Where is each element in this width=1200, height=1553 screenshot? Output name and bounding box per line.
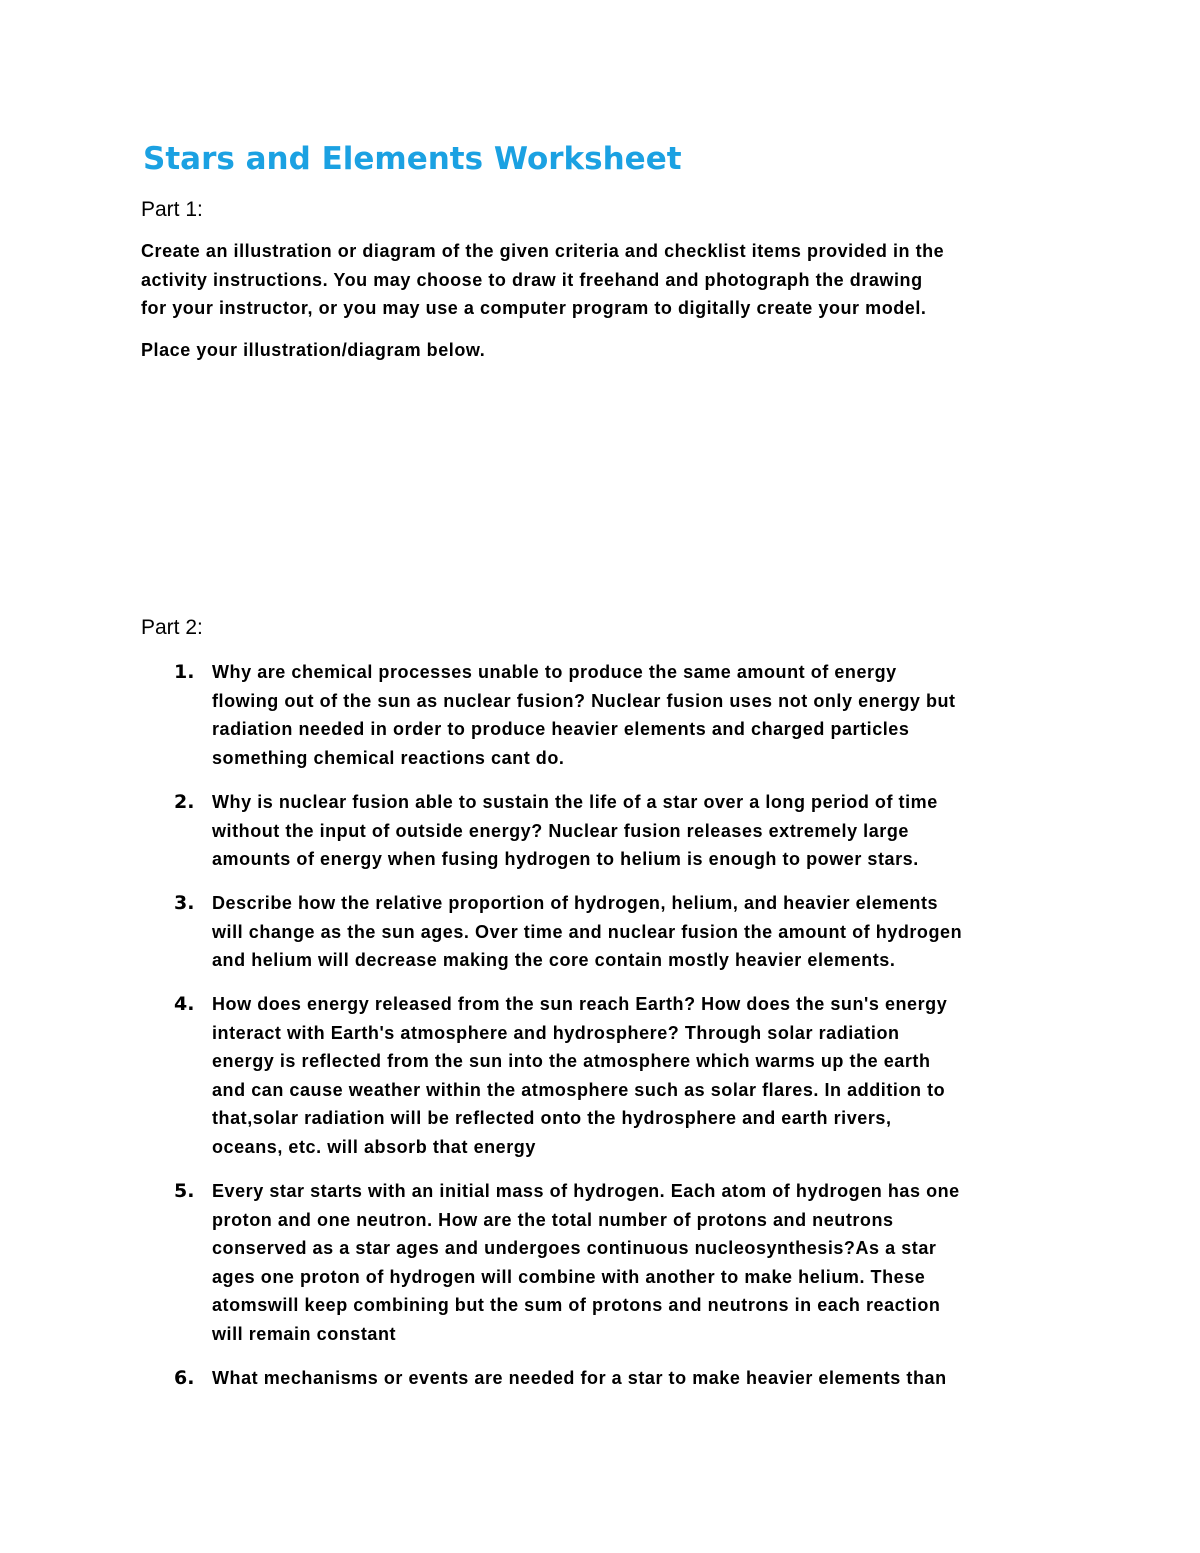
- question-number: 6.: [174, 1367, 195, 1389]
- question-number: 4.: [174, 993, 195, 1015]
- question-number: 2.: [174, 791, 195, 813]
- part1-heading: Part 1:: [141, 198, 203, 221]
- question-text: Why is nuclear fusion able to sustain the life of a star over a long period of time without the input of outside energy? Nuclear fusion releases extremely large amounts of energy when fusing hydrogen to helium is enough to power stars.: [212, 792, 938, 870]
- question-number: 5.: [174, 1180, 195, 1202]
- question-text: Why are chemical processes unable to produce the same amount of energy flowing out of the sun as nuclear fusion? Nuclear fusion uses not only energy but radiation needed in order to produce heavier elements and charged particles something chemical reactions cant do.: [212, 662, 956, 768]
- part1-diagram-placeholder: Place your illustration/diagram below.: [141, 340, 486, 360]
- question-text: Describe how the relative proportion of hydrogen, helium, and heavier elements will change as the sun ages. Over time and nuclear fusion the amount of hydrogen and helium will decrease making the core contain mostly heavier elements.: [212, 893, 963, 971]
- question-text: What mechanisms or events are needed for a star to make heavier elements than: [212, 1368, 947, 1388]
- document-title: Stars and Elements Worksheet: [143, 141, 682, 177]
- question-text: Every star starts with an initial mass of hydrogen. Each atom of hydrogen has one proton and one neutron. How are the total number of protons and neutrons conserved as a star ages and undergoes continuous nucleosynthesis?As a star ages one proton of hydrogen will combine with another to make helium. These atomswill keep combining but the sum of protons and neutrons in each reaction will remain constant: [212, 1181, 960, 1344]
- part1-instructions: Create an illustration or diagram of the given criteria and checklist items provided in the activity instructions. You may choose to draw it freehand and photograph the drawing for your instructor, or you may use a computer program to digitally create your model.: [141, 241, 945, 319]
- question-number: 3.: [174, 892, 195, 914]
- question-number: 1.: [174, 661, 195, 683]
- part2-heading: Part 2:: [141, 616, 203, 639]
- question-text: How does energy released from the sun reach Earth? How does the sun's energy interact with Earth's atmosphere and hydrosphere? Through solar radiation energy is reflected from the sun into the atmosphere which warms up the earth and can cause weather within the atmosphere such as solar flares. In addition to that,solar radiation will be reflected onto the hydrosphere and earth rivers, oceans, etc. will absorb that energy: [212, 994, 948, 1157]
